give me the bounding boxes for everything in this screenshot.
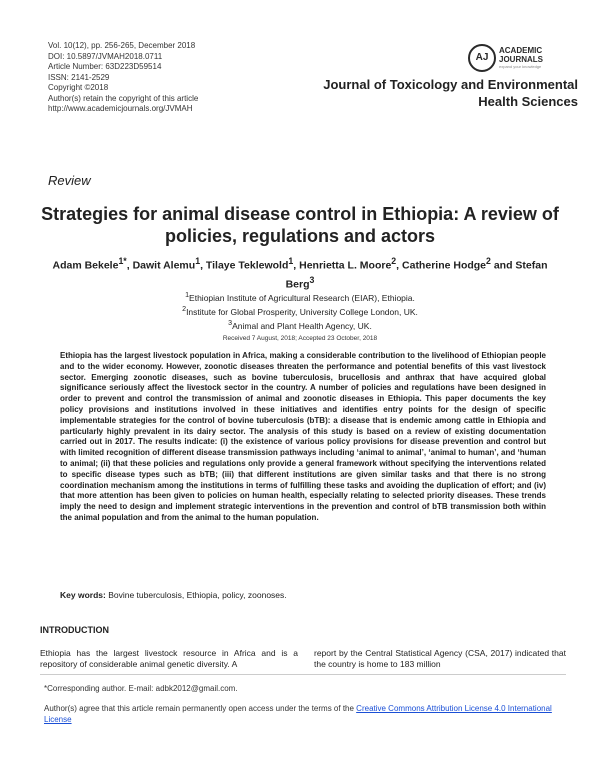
author-list: Adam Bekele$^{1*}$, Dawit Alemu$^1$, Tilaye Teklewold$^1$, Henrietta L. Moore$^2$, Catherine Hodge$^2$ and Stefan Berg$^3$ [52, 256, 548, 290]
author-affiliation-marker: 3 [309, 274, 315, 285]
logo-tagline: expand your knowledge [499, 64, 542, 69]
corresponding-author-note: *Corresponding author. E-mail: adbk2012@gmail.com. [44, 684, 238, 693]
keywords-label: Key words: [60, 590, 106, 600]
meta-article-number: Article Number: 63D223D59514 [48, 62, 162, 71]
author-name: Henrietta L. Moore [299, 259, 392, 272]
author-name: Adam Bekele [52, 259, 119, 272]
meta-doi: DOI: 10.5897/JVMAH2018.0711 [48, 51, 163, 61]
journal-name-line-2: Health Sciences [478, 94, 578, 109]
article-metadata [48, 41, 198, 115]
author-affiliation-marker: 1* [118, 256, 127, 266]
logo-line-2: JOURNALS [499, 55, 544, 64]
license-link[interactable]: Creative Commons Attribution License 4.0 International License [44, 704, 552, 724]
introduction-column-left: Ethiopia has the largest livestock resource in Africa and is a repository of considerable animal genetic diversity. A [40, 648, 298, 669]
abstract: Ethiopia has the largest livestock population in Africa, making a considerable contribution to the livelihood of Ethiopian people and to the wider economy. However, zoonotic diseases threaten the performance and potential benefits of this vast livestock sector. Emerging zoonotic diseases, such as bovine tuberculosis, brucellosis and anthrax that have acquired global significance seriously affect the livestock sector in the country. A number of policies and regulations have been designed in order to prevent and control the transmission of animal and zoonotic diseases in Ethiopia. This paper documents the key policy provisions and institutions involved in these initiatives and identifies entry points for the design of specific implementable strategies for the control of bovine tuberculosis (bTB): a disease that is endemic among cattle in Ethiopia and particularly highly prevalent in its dairy sector. The analysis of this study is based on a review of existing documentation carried out in 2017. The results indicate: (i) the existence of various policy provisions for disease prevention and control but with limited recognition of different disease transmission pathways including ‘animal to animal’, ‘animal to human’, and ‘human to animal; (ii) that these policies and regulations only provide a general framework without specifying the interventions related to specific disease types such as bTB; (iii) that different institutions are given similar tasks and that there is no strong coordination mechanism among the institutions in terms of fulfilling these tasks and avoiding the duplication of effort; and (iv) that more attention has been given to policies on human health, especially relating to selected priority diseases. These trends imply the need to design and implement strategic interventions in the prevention and control of bTB transmission both within the animal population and from the animal to the human population. [60, 351, 546, 522]
author-affiliation-marker: 1 [195, 256, 201, 266]
journal-name-line-1: Journal of Toxicology and Environmental [323, 77, 578, 92]
license-text: Author(s) agree that this article remain permanently open access under the terms of the [44, 704, 354, 713]
received-accepted-dates: Received 7 August, 2018; Accepted 23 October, 2018 [222, 335, 378, 342]
meta-url[interactable]: http://www.academicjournals.org/JVMAH [48, 104, 193, 113]
introduction-heading: INTRODUCTION [40, 625, 109, 635]
journal-name [278, 76, 578, 110]
article-title: Strategies for animal disease control in Ethiopia: A review of policies, regulations and actors [41, 204, 559, 246]
footnote-divider [40, 674, 566, 675]
author-name: Dawit Alemu [132, 259, 196, 272]
keywords [60, 590, 287, 600]
logo-mark-icon: AJ [468, 44, 496, 72]
author-affiliation-marker: 2 [391, 256, 397, 266]
introduction-column-right: report by the Central Statistical Agency (CSA, 2017) indicated that the country is home to 183 million [314, 648, 566, 669]
author-affiliation-marker: 1 [288, 256, 294, 266]
meta-volume: Vol. 10(12), pp. 256-265, December 2018 [48, 41, 196, 50]
meta-rights: Author(s) retain the copyright of this article [48, 93, 199, 103]
affiliation-text: Animal and Plant Health Agency, UK. [232, 320, 372, 331]
keywords-text: Bovine tuberculosis, Ethiopia, policy, zoonoses. [108, 590, 287, 600]
publisher-logo [468, 40, 578, 74]
author-name: Stefan Berg [285, 259, 548, 290]
meta-copyright: Copyright ©2018 [48, 83, 109, 92]
license-note [44, 703, 574, 725]
author-name: Tilaye Teklewold [205, 259, 289, 272]
author-affiliation-marker: 2 [486, 256, 491, 266]
meta-issn: ISSN: 2141-2529 [48, 72, 110, 82]
affiliation-item [100, 304, 500, 318]
author-name: Catherine Hodge [402, 259, 487, 272]
logo-wordmark [499, 46, 543, 64]
author-connector: and [493, 259, 513, 272]
section-label: Review [48, 173, 91, 188]
affiliation-item [100, 290, 500, 304]
affiliation-list [100, 290, 500, 331]
affiliation-number: 3 [228, 318, 233, 327]
affiliation-item [100, 318, 500, 332]
affiliation-text: Ethiopian Institute of Agricultural Research (EIAR), Ethiopia. [189, 292, 415, 303]
logo-line-1: ACADEMIC [499, 46, 543, 55]
affiliation-number: 2 [182, 304, 187, 313]
affiliation-text: Institute for Global Prosperity, University College London, UK. [186, 306, 418, 317]
affiliation-number: 1 [185, 291, 190, 299]
